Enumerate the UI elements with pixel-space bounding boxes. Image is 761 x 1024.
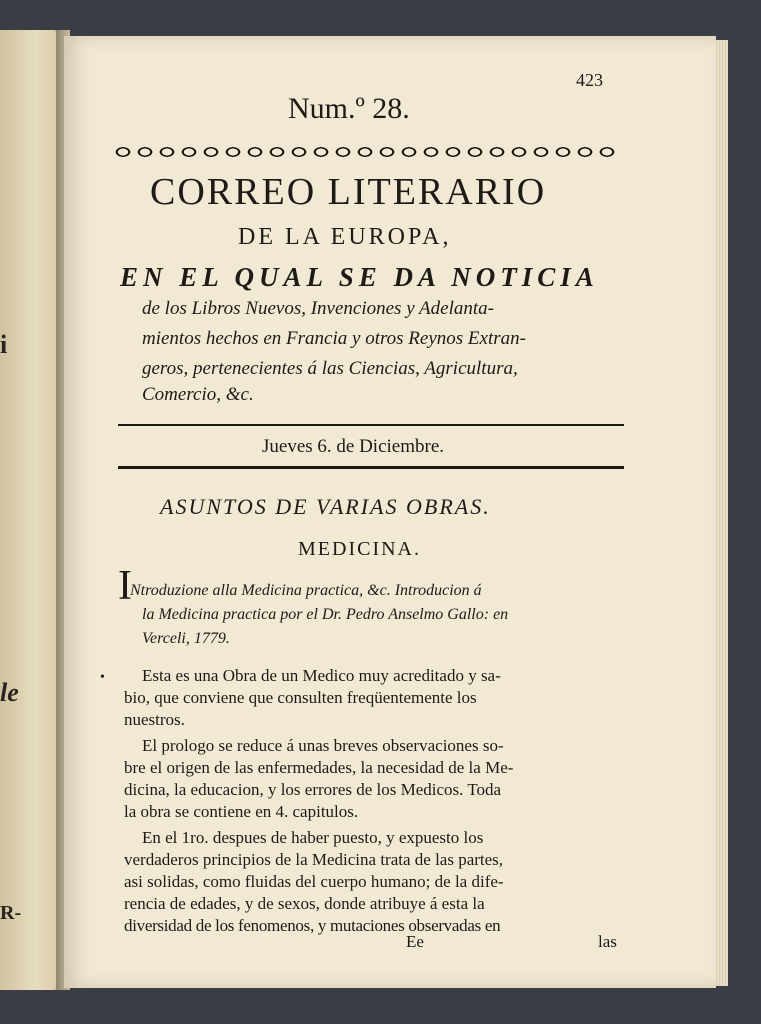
citation-line: la Medicina practica por el Dr. Pedro Anselmo Gallo: en (142, 606, 509, 623)
notice-heading: EN EL QUAL SE DA NOTICIA (120, 262, 599, 292)
margin-mark: • (100, 670, 105, 685)
description-line: geros, pertenecientes á las Ciencias, Agricultura, (142, 358, 518, 379)
description-line: de los Libros Nuevos, Invenciones y Adelanta- (142, 298, 494, 319)
left-page (0, 30, 58, 990)
subsection-heading: MEDICINA. (298, 538, 421, 560)
drop-initial: I (118, 563, 132, 609)
journal-subtitle: DE LA EUROPA, (238, 224, 452, 250)
left-page-fragment: R- (0, 902, 22, 924)
body-line: verdaderos principios de la Medicina trata de las partes, (124, 850, 504, 869)
body-line: El prologo se reduce á unas breves observaciones so- (142, 736, 504, 755)
divider-rule (118, 466, 624, 469)
citation-line: Verceli, 1779. (142, 630, 230, 647)
body-line: Esta es una Obra de un Medico muy acreditado y sa- (142, 666, 501, 685)
divider-rule (118, 424, 624, 426)
body-line: la obra se contiene en 4. capitulos. (124, 802, 359, 821)
body-line: diversidad de los fenomenos, y mutaciones observadas en (124, 916, 501, 935)
body-line: bio, que conviene que consulten freqüentemente los (124, 688, 477, 707)
catchword: las (598, 932, 617, 951)
description-line: Comercio, &c. (142, 384, 254, 405)
issue-date: Jueves 6. de Diciembre. (262, 436, 445, 457)
journal-title: CORREO LITERARIO (150, 171, 547, 213)
ornament-border (112, 142, 620, 162)
body-line: bre el origen de las enfermedades, la necesidad de la Me- (124, 758, 514, 777)
left-page-fragment: i (0, 330, 8, 359)
body-line: asi solidas, como fluidas del cuerpo humano; de la dife- (124, 872, 504, 891)
body-line: nuestros. (124, 710, 185, 729)
description-line: mientos hechos en Francia y otros Reynos Extran- (142, 328, 526, 349)
issue-number: Num.º 28. (288, 92, 410, 125)
section-heading: ASUNTOS DE VARIAS OBRAS. (160, 494, 491, 519)
page-number: 423 (576, 70, 603, 90)
body-line: dicina, la educacion, y los errores de los Medicos. Toda (124, 780, 502, 799)
body-line: En el 1ro. despues de haber puesto, y expuesto los (142, 828, 484, 847)
left-page-fragment: le (0, 678, 19, 707)
page-edge (714, 40, 728, 986)
body-line: rencia de edades, y de sexos, donde atribuye á esta la (124, 894, 485, 913)
citation-line: Ntroduzione alla Medicina practica, &c. Introducion á (130, 582, 482, 599)
signature-mark: Ee (406, 932, 424, 951)
